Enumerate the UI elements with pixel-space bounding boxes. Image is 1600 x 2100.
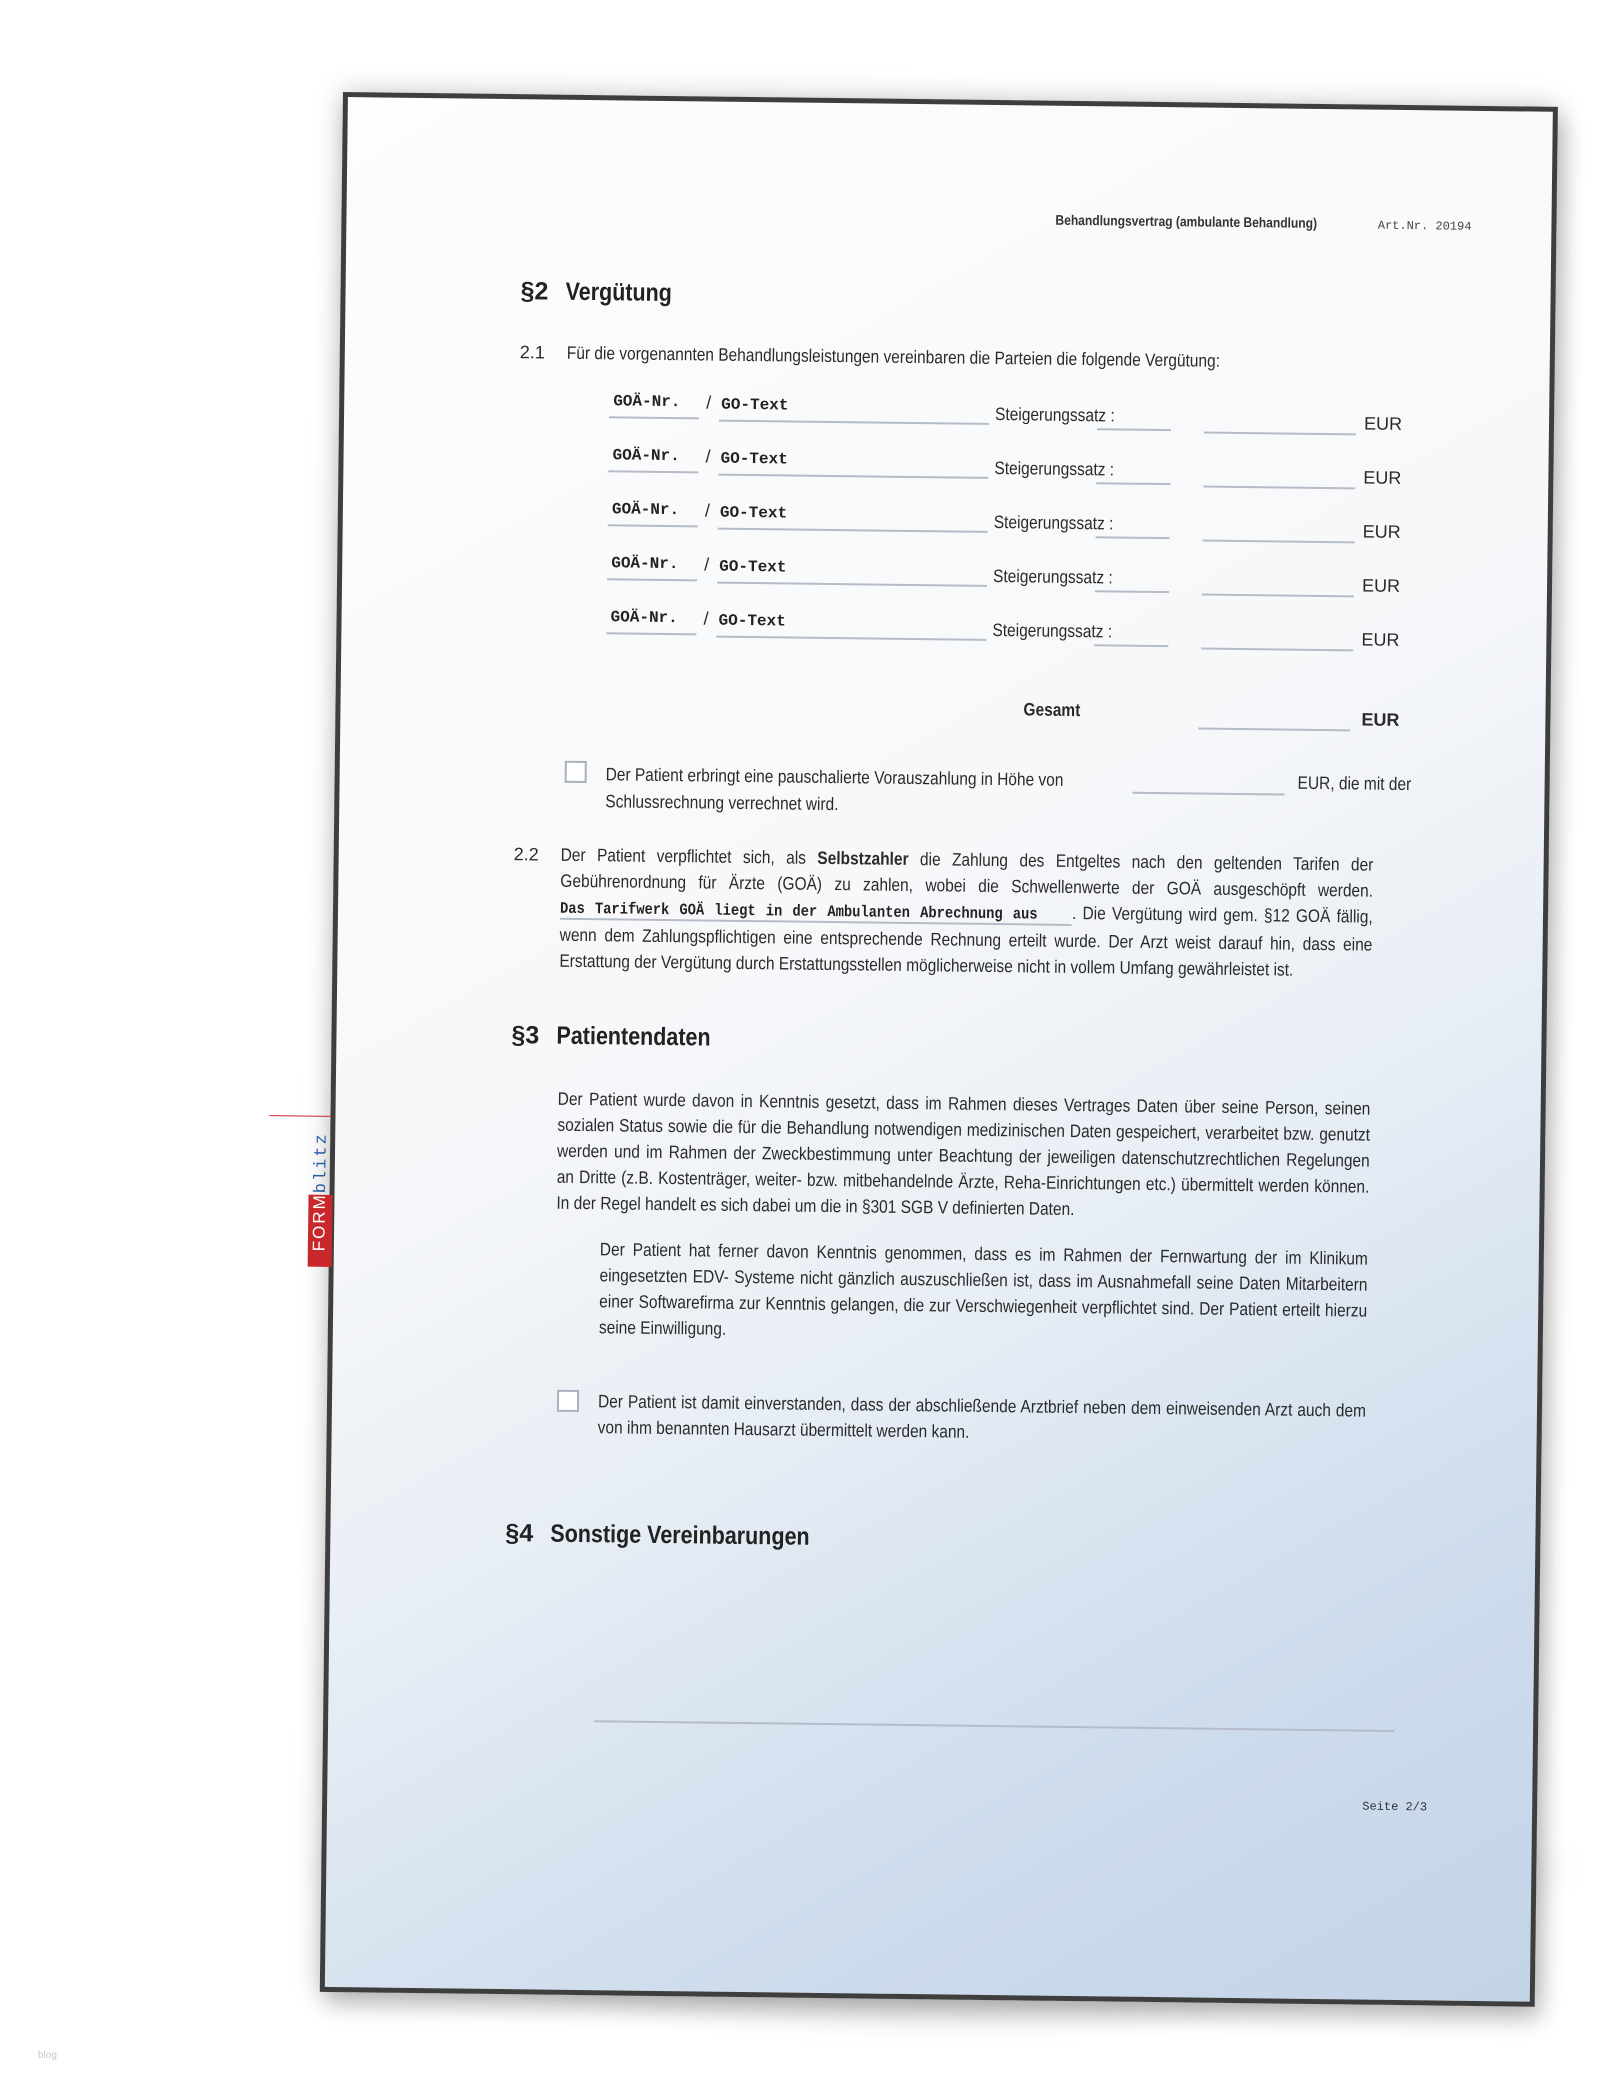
tarif-field[interactable]: Das Tarifwerk GOÄ liegt in der Ambulanten Abrechnung aus (560, 900, 1072, 926)
watermark: blog (38, 2050, 57, 2061)
goa-nr-field[interactable]: GOÄ-Nr. (611, 554, 679, 574)
currency-label: EUR (1363, 467, 1402, 488)
document-header (1056, 212, 1472, 234)
amount-field[interactable] (1201, 648, 1353, 652)
prepayment-text: Der Patient erbringt eine pauschalierte Vorauszahlung in Höhe von EUR, die mit der (605, 764, 1412, 795)
section-3-heading (511, 1021, 736, 1053)
patient-data-paragraph-1: Der Patient wurde davon in Kenntnis gesetzt, dass im Rahmen dieses Vertrages Daten über seine Person, seinen sozialen Status sowie die für die Behandlung notwendigen medizinischen Daten gespeichert, verarbeitet bzw. genutzt werden und im Rahmen der Zweckbestimmung unter Beachtung der jeweiligen datenschutzrechtlichen Regelungen an Dritte (z.B. Kostenträger, weiter- bzw. mitbehandelnde Ärzte, Reha-Einrichtungen etc.) übermittelt werden können. In der Regel handelt es sich dabei um die in §301 SGB V definierten Daten. (556, 1088, 1371, 1220)
go-text-field[interactable]: GO-Text (721, 395, 789, 415)
goa-nr-field[interactable]: GOÄ-Nr. (613, 392, 681, 412)
steigerungssatz-field[interactable] (1096, 536, 1170, 539)
steigerungssatz-field[interactable] (1097, 428, 1171, 431)
section-2-heading (520, 277, 689, 308)
goa-nr-field[interactable]: GOÄ-Nr. (611, 500, 680, 520)
go-text-field[interactable]: GO-Text (720, 449, 788, 469)
steigerungssatz-field[interactable] (1094, 644, 1168, 647)
section-3-number: §3 (511, 1021, 540, 1050)
fee-row: GOÄ-Nr. / GO-Text Steigerungssatz : EUR (606, 606, 1426, 646)
section-2-title: Vergütung (565, 277, 673, 308)
page-number: Seite 2/3 (1362, 1799, 1428, 1815)
currency-label: EUR (1361, 629, 1400, 650)
fee-row: GOÄ-Nr. / GO-Text Steigerungssatz : EUR (608, 498, 1428, 538)
goa-nr-field[interactable]: GOÄ-Nr. (612, 446, 680, 466)
sonstige-vereinbarungen-line[interactable] (594, 1720, 1394, 1732)
amount-field[interactable] (1203, 486, 1355, 490)
section-2-number: §2 (520, 277, 549, 306)
steigerungssatz-field[interactable] (1095, 590, 1169, 593)
steigerungssatz-label: Steigerungssatz : (994, 403, 1115, 426)
amount-field[interactable] (1204, 432, 1356, 436)
go-text-field[interactable]: GO-Text (719, 503, 788, 523)
steigerungssatz-field[interactable] (1096, 482, 1170, 485)
section-4-number: §4 (505, 1519, 534, 1548)
article-number: Art.Nr. 20194 (1377, 218, 1472, 234)
total-currency: EUR (1361, 709, 1400, 730)
clause-2-1-text: Für die vorgenannten Behandlungsleistungen vereinbaren die Parteien die folgende Vergütung: (566, 342, 1221, 371)
fee-row: GOÄ-Nr. / GO-Text Steigerungssatz : EUR (608, 444, 1428, 484)
goa-nr-field[interactable]: GOÄ-Nr. (610, 608, 678, 628)
selbstzahler-bold: Selbstzahler (817, 847, 909, 869)
document-page (309, 92, 1558, 2007)
clause-2-2-number: 2.2 (513, 844, 539, 865)
patient-data-paragraph-2: Der Patient hat ferner davon Kenntnis genommen, dass es im Rahmen der Fernwartung der im Klinikum eingesetzten EDV- Systeme nicht gänzlich auszuschließen ist, dass im Ausnahmefall seine Daten Mitarbeitern einer Softwarefirma zur Kenntnis gelangen, die zur Verschwiegenheit verpflichtet sind. Der Patient erteilt hierzu seine Einwilligung. (598, 1239, 1368, 1339)
steigerungssatz-label: Steigerungssatz : (994, 457, 1115, 480)
fee-row: GOÄ-Nr. / GO-Text Steigerungssatz : EUR (607, 552, 1427, 592)
go-text-field[interactable]: GO-Text (718, 611, 786, 631)
prepayment-text-line2: Schlussrechnung verrechnet wird. (605, 791, 839, 815)
fee-row: GOÄ-Nr. / GO-Text Steigerungssatz : EUR (609, 390, 1429, 430)
section-4-title: Sonstige Vereinbarungen (550, 1519, 810, 1551)
section-4-heading (505, 1519, 852, 1552)
steigerungssatz-label: Steigerungssatz : (992, 619, 1113, 642)
amount-field[interactable] (1203, 540, 1355, 544)
prepayment-checkbox[interactable] (565, 761, 587, 783)
amount-field[interactable] (1202, 594, 1354, 598)
formblitz-logo: FORMblitz (308, 1117, 334, 1267)
fee-table (606, 390, 1429, 680)
currency-label: EUR (1361, 575, 1401, 596)
section-3-title: Patientendaten (556, 1021, 711, 1052)
clause-2-1-number: 2.1 (519, 342, 545, 363)
arztbrief-consent-text: Der Patient ist damit einverstanden, dass der abschließende Arztbrief neben dem einweisenden Arzt auch dem von ihm benannten Hausarzt übermittelt werden kann. (597, 1391, 1367, 1442)
currency-label: EUR (1363, 413, 1403, 434)
total-label: Gesamt (1023, 699, 1081, 721)
currency-label: EUR (1362, 521, 1401, 542)
steigerungssatz-label: Steigerungssatz : (993, 565, 1113, 588)
arztbrief-consent-checkbox[interactable] (557, 1390, 579, 1412)
steigerungssatz-label: Steigerungssatz : (993, 511, 1114, 534)
document-title: Behandlungsvertrag (ambulante Behandlung) (1055, 211, 1318, 231)
prepayment-amount-field[interactable] (1132, 792, 1284, 796)
total-field[interactable] (1198, 727, 1350, 731)
go-text-field[interactable]: GO-Text (719, 557, 787, 577)
clause-2-2-text: Der Patient verpflichtet sich, als Selbstzahler die Zahlung des Entgeltes nach den geltenden Tarifen der Gebührenordnung für Ärzte (GOÄ) zu zahlen, wobei die Schwellenwerte der GOÄ ausgeschöpft werden. Das Tarifwerk GOÄ liegt in der Ambulanten Abrechnung aus . Die Vergütung wird gem. §12 GOÄ fällig, wenn dem Zahlungspflichtigen eine entsprechende Rechnung erteilt wurde. Der Arzt weist darauf hin, dass eine Erstattung der Vergütung durch Erstattungsstellen möglicherweise nicht in vollem Umfang gewährleistet ist. (559, 844, 1374, 980)
